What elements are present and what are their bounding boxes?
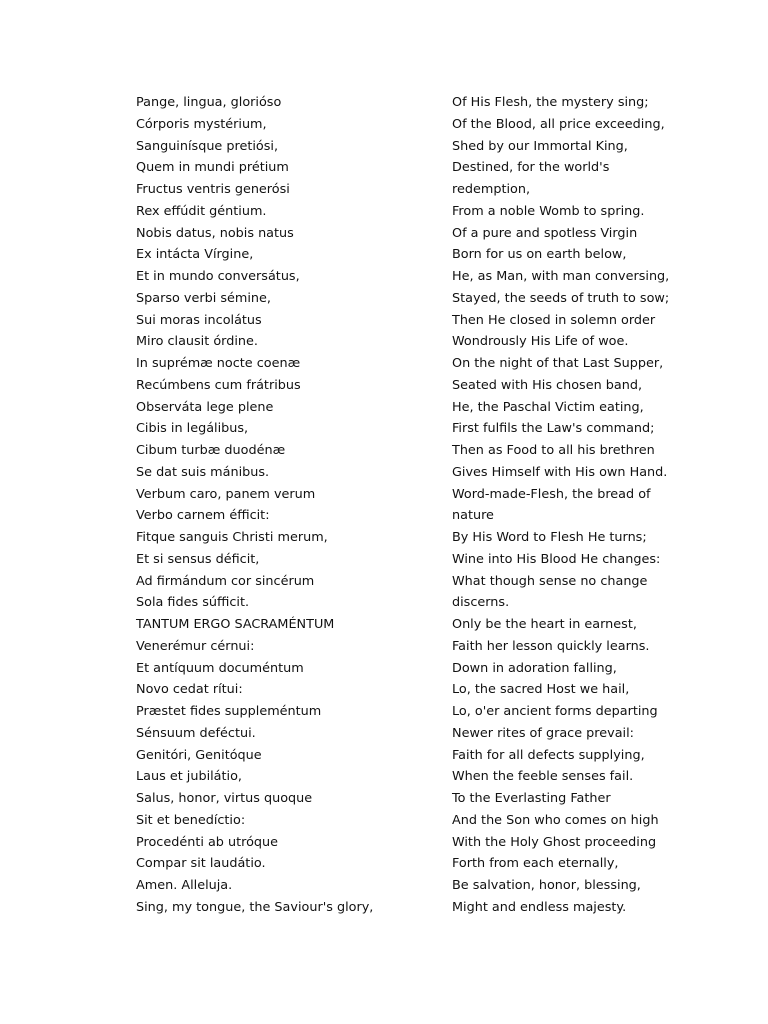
english-line: To the Everlasting Father bbox=[452, 791, 611, 806]
latin-line: Et antíquum documéntum bbox=[136, 660, 304, 676]
latin-line: Fructus ventris generósi bbox=[136, 182, 290, 197]
latin-line: Et in mundo conversátus, bbox=[136, 269, 300, 284]
latin-text-column bbox=[136, 92, 436, 919]
latin-line: Et si sensus déficit, bbox=[136, 551, 260, 567]
english-line: Down in adoration falling, bbox=[452, 660, 617, 676]
latin-line: Salus, honor, virtus quoque bbox=[136, 791, 313, 806]
english-line: Gives Himself with His own Hand. bbox=[452, 464, 668, 480]
latin-line: Quem in mundi prétium bbox=[136, 160, 289, 176]
latin-line: Sing, my tongue, the Saviour's glory, bbox=[136, 899, 374, 915]
latin-line: Genitóri, Genitóque bbox=[136, 747, 262, 763]
latin-line: Pange, lingua, glorióso bbox=[136, 95, 282, 110]
english-line: Then as Food to all his brethren bbox=[452, 443, 655, 458]
latin-line: Novo cedat rítui: bbox=[136, 682, 243, 698]
english-line: Word-made-Flesh, the bread of bbox=[452, 486, 651, 502]
latin-line: Ex intácta Vírgine, bbox=[136, 247, 254, 263]
latin-line: Verbo carnem éfficit: bbox=[136, 508, 270, 524]
latin-line: Sanguinísque pretiósi, bbox=[136, 138, 279, 154]
english-line: Of His Flesh, the mystery sing; bbox=[452, 95, 649, 110]
latin-line: TANTUM ERGO SACRAMÉNTUM bbox=[136, 617, 335, 632]
latin-line: Fitque sanguis Christi merum, bbox=[136, 530, 328, 545]
latin-line: Sénsuum deféctui. bbox=[136, 725, 256, 741]
latin-line: Venerémur cérnui: bbox=[136, 638, 255, 654]
english-line: Only be the heart in earnest, bbox=[452, 617, 637, 632]
latin-line: Rex effúdit géntium. bbox=[136, 203, 267, 219]
english-line: First fulfils the Law's command; bbox=[452, 421, 655, 437]
latin-line: Sit et benedíctio: bbox=[136, 812, 246, 828]
english-line: Born for us on earth below, bbox=[452, 247, 627, 263]
english-line: He, the Paschal Victim eating, bbox=[452, 399, 644, 415]
english-line: Faith for all defects supplying, bbox=[452, 747, 645, 763]
latin-line: Laus et jubilátio, bbox=[136, 769, 242, 785]
english-line: Destined, for the world's bbox=[452, 160, 610, 176]
english-line: Lo, the sacred Host we hail, bbox=[452, 682, 630, 698]
english-line: Stayed, the seeds of truth to sow; bbox=[452, 290, 670, 306]
latin-line: Verbum caro, panem verum bbox=[136, 486, 316, 502]
english-line: Be salvation, honor, blessing, bbox=[452, 878, 641, 893]
english-line: Then He closed in solemn order bbox=[452, 312, 656, 328]
english-line: Forth from each eternally, bbox=[452, 856, 619, 872]
latin-line: Amen. Alleluja. bbox=[136, 878, 233, 893]
latin-line: Nobis datus, nobis natus bbox=[136, 225, 294, 241]
english-line: Of the Blood, all price exceeding, bbox=[452, 116, 665, 132]
english-line: On the night of that Last Supper, bbox=[452, 356, 664, 371]
latin-line: Sui moras incolátus bbox=[136, 312, 262, 328]
english-line: By His Word to Flesh He turns; bbox=[452, 530, 647, 545]
latin-line: Córporis mystérium, bbox=[136, 116, 267, 132]
english-line: Faith her lesson quickly learns. bbox=[452, 638, 650, 654]
latin-line: Compar sit laudátio. bbox=[136, 856, 266, 872]
latin-line: In suprémæ nocte coenæ bbox=[136, 356, 301, 371]
english-line: Seated with His chosen band, bbox=[452, 377, 643, 393]
latin-line: Recúmbens cum frátribus bbox=[136, 377, 301, 393]
english-line: Of a pure and spotless Virgin bbox=[452, 225, 638, 241]
english-line: nature bbox=[452, 508, 494, 524]
latin-line: Observáta lege plene bbox=[136, 399, 274, 415]
english-line: With the Holy Ghost proceeding bbox=[452, 834, 657, 850]
english-line: Wondrously His Life of woe. bbox=[452, 334, 629, 350]
english-line: From a noble Womb to spring. bbox=[452, 203, 645, 219]
english-line: discerns. bbox=[452, 595, 510, 611]
english-line: He, as Man, with man conversing, bbox=[452, 269, 670, 284]
english-line: redemption, bbox=[452, 182, 531, 197]
latin-line: Cibum turbæ duodénæ bbox=[136, 443, 286, 458]
latin-line: Cibis in legálibus, bbox=[136, 421, 249, 437]
latin-line: Miro clausit órdine. bbox=[136, 334, 258, 350]
english-line: What though sense no change bbox=[452, 573, 648, 589]
english-text-column bbox=[452, 92, 672, 919]
latin-line: Sola fides súfficit. bbox=[136, 595, 250, 611]
english-line: When the feeble senses fail. bbox=[452, 769, 634, 785]
english-line: Newer rites of grace prevail: bbox=[452, 725, 634, 741]
english-line: Wine into His Blood He changes: bbox=[452, 551, 661, 567]
english-line: Shed by our Immortal King, bbox=[452, 138, 628, 154]
english-line: Lo, o'er ancient forms departing bbox=[452, 704, 658, 719]
latin-line: Sparso verbi sémine, bbox=[136, 290, 271, 306]
latin-line: Procedénti ab utróque bbox=[136, 834, 279, 850]
english-line: Might and endless majesty. bbox=[452, 899, 627, 915]
latin-line: Ad firmándum cor sincérum bbox=[136, 573, 315, 589]
latin-line: Se dat suis mánibus. bbox=[136, 464, 270, 480]
english-line: And the Son who comes on high bbox=[452, 812, 659, 828]
latin-line: Præstet fides suppleméntum bbox=[136, 704, 322, 719]
